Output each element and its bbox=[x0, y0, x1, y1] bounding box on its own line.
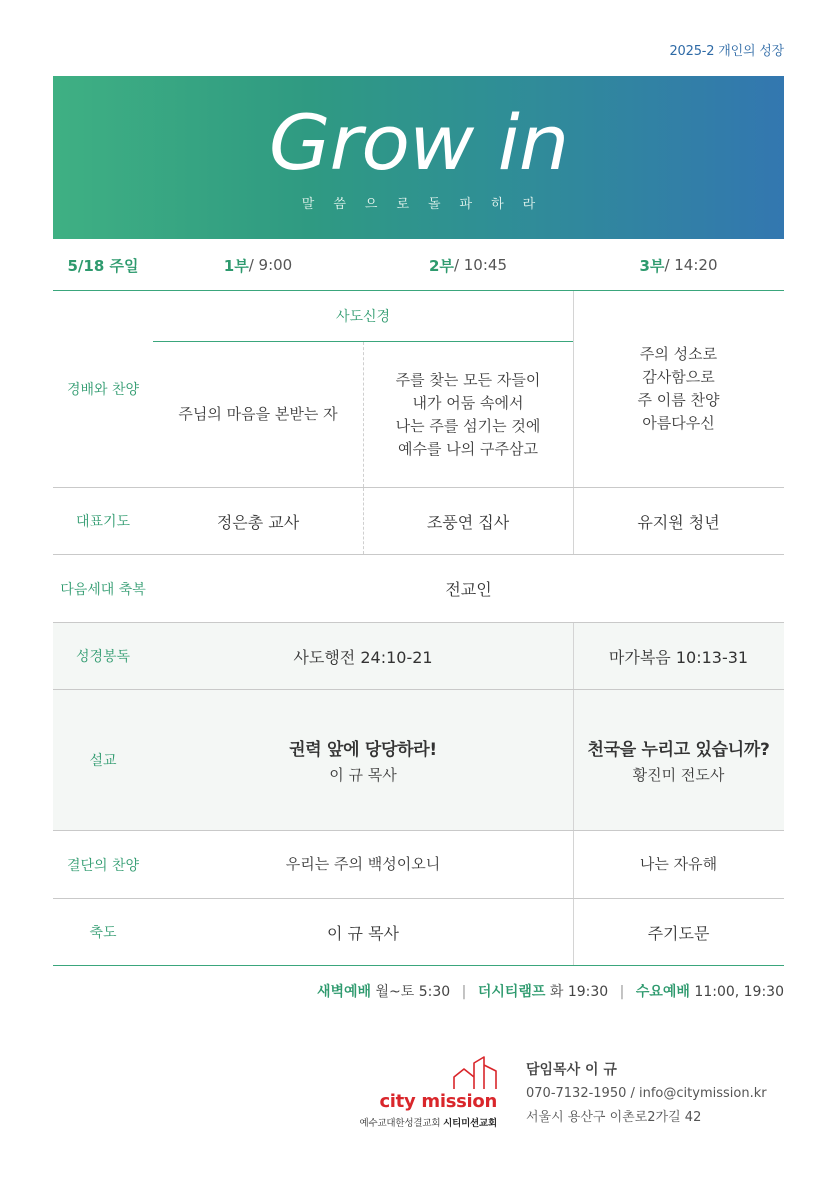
church-prefix: 예수교대한성결교회 bbox=[359, 1118, 441, 1129]
church-name-line bbox=[360, 1115, 498, 1129]
worship-2-song: 내가 어둠 속에서 bbox=[412, 393, 524, 412]
sermon-main bbox=[153, 690, 573, 830]
sermon-main-pastor: 이 규 목사 bbox=[329, 766, 397, 784]
worship-3 bbox=[573, 291, 784, 487]
col-divider-dashed bbox=[363, 488, 364, 554]
response-main: 우리는 주의 백성이오니 bbox=[285, 855, 441, 873]
service-1-time: / 9:00 bbox=[248, 256, 293, 274]
col-divider bbox=[573, 831, 574, 898]
col-divider bbox=[573, 690, 574, 830]
church-name: 시티미션교회 bbox=[443, 1118, 497, 1129]
sermon-third-title: 천국을 누리고 있습니까? bbox=[587, 740, 770, 760]
brand-name: city mission bbox=[379, 1091, 497, 1112]
service-3-header bbox=[573, 240, 784, 290]
service-1-header bbox=[153, 240, 363, 290]
worship-3-song: 아름다우신 bbox=[642, 414, 715, 432]
title-banner bbox=[53, 76, 784, 239]
worship-2-song: 예수를 나의 구주삼고 bbox=[398, 439, 538, 458]
schedule-time: 11:00, 19:30 bbox=[694, 984, 784, 1000]
sermon-third bbox=[573, 690, 784, 830]
prayer-1: 정은총 교사 bbox=[216, 512, 300, 532]
reading-main: 사도행전 24:10-21 bbox=[293, 647, 433, 667]
sermon-main-title: 권력 앞에 당당하라! bbox=[289, 740, 437, 760]
senior-pastor: 담임목사 이 규 bbox=[526, 1062, 617, 1078]
service-2-header bbox=[363, 240, 573, 290]
contact-info bbox=[526, 1058, 767, 1130]
benediction-label: 축도 bbox=[89, 925, 117, 941]
worship-2-song: 주를 찾는 모든 자들이 bbox=[395, 370, 541, 389]
table-bottom-rule bbox=[53, 965, 784, 966]
service-1-part: 1부 bbox=[223, 256, 249, 275]
col-divider bbox=[573, 623, 574, 689]
worship-3-song: 주의 성소로 bbox=[639, 345, 718, 363]
col-divider bbox=[573, 291, 574, 487]
worship-2 bbox=[363, 342, 573, 487]
schedule-name: 새벽예배 bbox=[316, 984, 372, 1000]
schedule-time: 월~토 5:30 bbox=[375, 984, 451, 1000]
col-divider bbox=[573, 899, 574, 965]
service-3-part: 3부 bbox=[639, 256, 665, 275]
reading-third: 마가복음 10:13-31 bbox=[608, 647, 749, 667]
benediction-main: 이 규 목사 bbox=[327, 923, 399, 943]
reading-label: 성경봉독 bbox=[75, 649, 131, 665]
schedule-name: 수요예배 bbox=[635, 984, 690, 1000]
weekly-schedule bbox=[317, 981, 784, 1001]
address: 서울시 용산구 이촌로2가길 42 bbox=[526, 1110, 702, 1125]
service-2-part: 2부 bbox=[429, 256, 454, 275]
worship-label: 경배와 찬양 bbox=[66, 382, 140, 398]
church-logo bbox=[344, 1053, 499, 1128]
separator: | bbox=[619, 984, 625, 1000]
edition-label: 2025-2 개인의 성장 bbox=[669, 44, 784, 59]
service-3-time: / 14:20 bbox=[664, 256, 718, 274]
prayer-2: 조풍연 집사 bbox=[426, 512, 510, 532]
blessing-label: 다음세대 축복 bbox=[60, 581, 146, 598]
sermon-third-pastor: 황진미 전도사 bbox=[632, 766, 725, 784]
banner-subtitle: 말씀으로돌파하라 bbox=[301, 197, 555, 212]
schedule-time: 화 19:30 bbox=[549, 984, 609, 1000]
worship-3-song: 감사함으로 bbox=[642, 368, 715, 386]
col-divider bbox=[573, 488, 574, 554]
schedule-name: 더시티램프 bbox=[477, 984, 546, 1000]
response-label: 결단의 찬양 bbox=[66, 857, 140, 874]
worship-1: 주님의 마음을 본받는 자 bbox=[178, 405, 338, 423]
prayer-label: 대표기도 bbox=[75, 514, 131, 530]
separator: | bbox=[461, 984, 467, 1000]
sermon-label: 설교 bbox=[89, 753, 117, 769]
service-2-time: / 10:45 bbox=[453, 256, 507, 274]
building-icon bbox=[452, 1055, 502, 1091]
benediction-third: 주기도문 bbox=[647, 923, 710, 943]
worship-3-song: 주 이름 찬양 bbox=[637, 391, 720, 409]
worship-2-song: 나는 주를 섬기는 것에 bbox=[395, 416, 541, 435]
creed-label: 사도신경 bbox=[335, 309, 391, 325]
prayer-3: 유지원 청년 bbox=[637, 512, 720, 532]
col-divider-dashed bbox=[363, 342, 364, 487]
blessing-value: 전교인 bbox=[445, 580, 492, 599]
service-date: 5/18 주일 bbox=[67, 256, 139, 275]
response-third: 나는 자유해 bbox=[639, 855, 718, 873]
phone-email: 070-7132-1950 / info@citymission.kr bbox=[526, 1086, 767, 1101]
banner-title: Grow in bbox=[268, 98, 569, 187]
